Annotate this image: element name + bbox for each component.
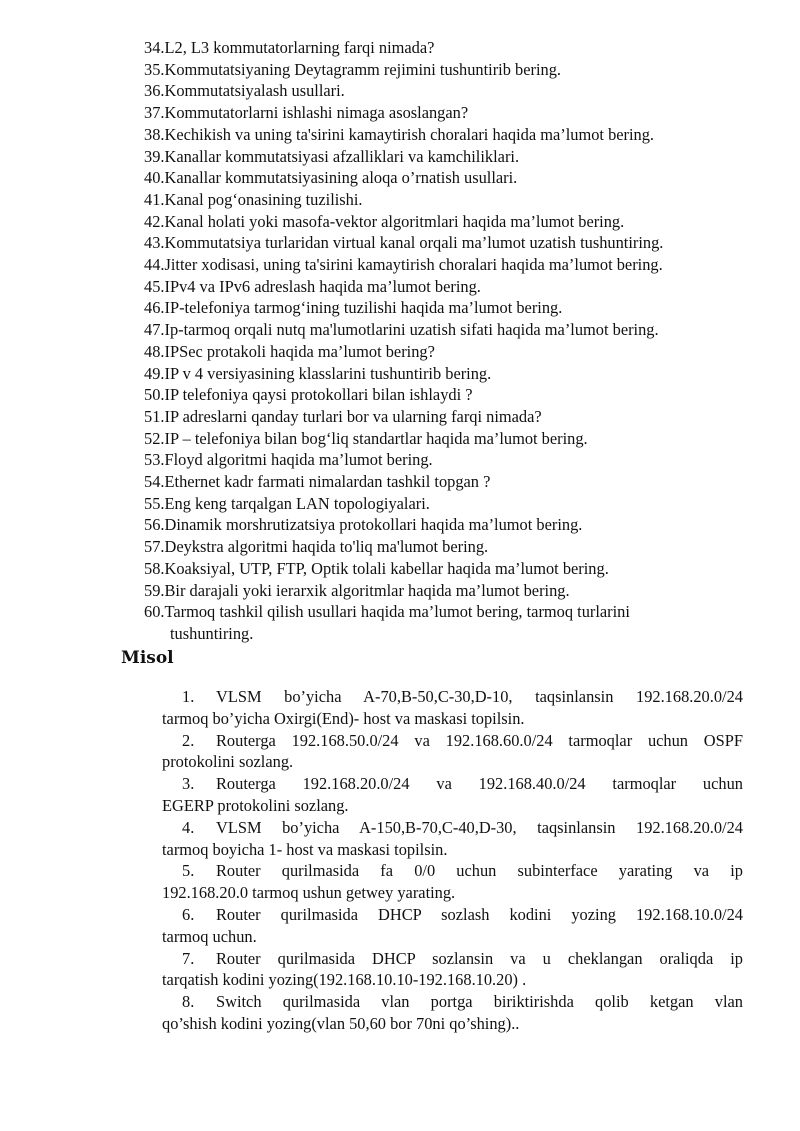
list-item [162,860,743,904]
list-item [144,37,764,59]
item-number: 37. [144,103,165,123]
list-item [144,580,764,602]
list-item [162,991,743,1035]
item-number: 49. [144,363,165,383]
list-item [144,449,764,471]
item-text: VLSM bo’yicha A-70,B-50,C-30,D-10, taqsinlansin 192.168.20.0/24 [216,687,743,706]
item-number: 34. [144,38,165,57]
item-number: 1. [182,687,195,706]
item-number: 58. [144,558,165,578]
item-text: Tarmoq tashkil qilish usullari haqida ma’lumot bering, tarmoq turlarini [164,602,630,622]
item-text-continuation: tushuntiring. [170,623,254,643]
list-item [144,493,764,515]
example-continuation: tarqatish kodini yozing(192.168.10.10-192.168.10.20) . [162,970,527,990]
item-number: 57. [144,537,165,557]
item-text: VLSM bo’yicha A-150,B-70,C-40,D-30, taqsinlansin 192.168.20.0/24 [216,817,743,837]
example-first-line [162,948,743,970]
item-number: 5. [182,861,195,881]
item-number: 43. [144,233,165,253]
item-text: Kechikish va uning ta'sirini kamaytirish choralari haqida ma’lumot bering. [164,124,655,144]
item-text: Kanallar kommutatsiyasi afzalliklari va kamchiliklari. [164,146,520,166]
list-item [144,102,764,124]
item-number: 55. [144,493,165,513]
section-title: Misol [121,648,174,668]
item-number: 54. [144,472,165,492]
item-number: 52. [144,428,165,448]
example-continuation: protokolini sozlang. [162,752,294,772]
item-text: Kanal pog‘onasining tuzilishi. [164,189,363,209]
item-text: Dinamik morshrutizatsiya protokollari haqida ma’lumot bering. [164,515,583,535]
list-item [144,406,764,428]
list-item [162,904,743,948]
item-number: 41. [144,189,165,209]
item-text: Koaksiyal, UTP, FTP, Optik tolali kabellar haqida ma’lumot bering. [164,558,609,578]
list-item [144,384,764,406]
item-number: 44. [144,255,165,275]
list-item [144,319,764,341]
item-number: 7. [182,948,195,968]
examples-list [162,686,743,1035]
item-number: 53. [144,450,165,470]
list-item [144,167,764,189]
example-first-line [162,817,743,839]
item-number: 56. [144,515,165,535]
questions-list [144,37,764,645]
item-text: Kommutatorlarni ishlashi nimaga asoslangan? [164,103,469,123]
list-item [144,124,764,146]
item-text: IPv4 va IPv6 adreslash haqida ma’lumot bering. [164,276,481,296]
item-number: 3. [182,774,195,794]
item-number: 8. [182,992,195,1012]
list-item [162,686,743,730]
item-number: 38. [144,124,165,144]
item-text: Kommutatsiya turlaridan virtual kanal orqali ma’lumot uzatish tushuntiring. [164,233,664,253]
example-first-line [162,860,743,882]
item-text: Deykstra algoritmi haqida to'liq ma'lumot bering. [164,537,489,557]
list-item [144,146,764,168]
list-item [162,730,743,774]
item-text: L2, L3 kommutatorlarning farqi nimada? [164,38,435,57]
list-item [144,514,764,536]
list-item [144,189,764,211]
list-item [162,773,743,817]
item-text: IP v 4 versiyasining klasslarini tushuntirib bering. [164,363,492,383]
example-continuation: tarmoq uchun. [162,926,257,946]
item-number: 39. [144,146,165,166]
item-text: Floyd algoritmi haqida ma’lumot bering. [164,450,433,470]
list-item [144,471,764,493]
item-number: 2. [182,730,195,750]
list-item [144,341,764,363]
item-text: Ip-tarmoq orqali nutq ma'lumotlarini uzatish sifati haqida ma’lumot bering. [164,320,659,340]
item-number: 42. [144,211,165,231]
example-continuation: EGERP protokolini sozlang. [162,795,349,815]
item-number: 4. [182,817,195,837]
list-item [144,80,764,102]
item-text: Bir darajali yoki ierarxik algoritmlar haqida ma’lumot bering. [164,580,570,600]
item-number: 47. [144,320,165,340]
example-continuation: qo’shish kodini yozing(vlan 50,60 bor 70ni qo’shing).. [162,1013,520,1033]
item-number: 60. [144,602,165,622]
item-text: Router qurilmasida fa 0/0 uchun subinterface yarating va ip [216,861,743,881]
item-text: IP telefoniya qaysi protokollari bilan ishlaydi ? [164,385,473,405]
example-first-line [162,991,743,1013]
list-item [144,254,764,276]
item-number: 6. [182,904,195,924]
item-text: Kommutatsiyaning Deytagramm rejimini tushuntirib bering. [164,59,561,79]
item-number: 40. [144,168,165,188]
example-continuation: tarmoq boyicha 1- host va maskasi topilsin. [162,839,448,859]
item-text: Jitter xodisasi, uning ta'sirini kamaytirish choralari haqida ma’lumot bering. [164,255,663,275]
item-text: IP-telefoniya tarmog‘ining tuzilishi haqida ma’lumot bering. [164,298,563,318]
item-number: 45. [144,276,165,296]
item-text: Routerga 192.168.20.0/24 va 192.168.40.0/24 tarmoqlar uchun [216,774,743,794]
list-item [144,276,764,298]
item-text: Router qurilmasida DHCP sozlash kodini yozing 192.168.10.0/24 [216,904,743,924]
list-item [162,817,743,861]
list-item [144,297,764,319]
example-first-line [162,773,743,795]
item-text: Kanal holati yoki masofa-vektor algoritmlari haqida ma’lumot bering. [164,211,625,231]
example-first-line [162,730,743,752]
item-text: IP adreslarni qanday turlari bor va ularning farqi nimada? [164,406,542,426]
item-text: IP – telefoniya bilan bog‘liq standartlar haqida ma’lumot bering. [164,428,588,448]
list-item [144,428,764,450]
list-item [144,363,764,385]
item-text: Kommutatsiyalash usullari. [164,81,345,101]
item-number: 46. [144,298,165,318]
item-text: Eng keng tarqalgan LAN topologiyalari. [164,493,430,513]
item-text: Switch qurilmasida vlan portga biriktirishda qolib ketgan vlan [216,992,743,1012]
item-text: Routerga 192.168.50.0/24 va 192.168.60.0/24 tarmoqlar uchun OSPF [216,730,743,750]
example-continuation: tarmoq bo’yicha Oxirgi(End)- host va maskasi topilsin. [162,708,525,728]
example-first-line [162,686,743,708]
item-text: Kanallar kommutatsiyasining aloqa o’rnatish usullari. [164,168,518,188]
item-number: 51. [144,406,165,426]
list-item [144,59,764,81]
list-item [144,536,764,558]
list-item [144,211,764,233]
list-item [162,948,743,992]
item-number: 59. [144,580,165,600]
item-number: 35. [144,59,165,79]
item-number: 48. [144,341,165,361]
item-text: Router qurilmasida DHCP sozlansin va u cheklangan oraliqda ip [216,948,743,968]
list-item [144,558,764,580]
example-first-line [162,904,743,926]
item-number: 36. [144,81,165,101]
item-text: Ethernet kadr farmati nimalardan tashkil topgan ? [164,472,491,492]
list-item [144,232,764,254]
list-item [144,601,764,644]
item-number: 50. [144,385,165,405]
example-continuation: 192.168.20.0 tarmoq ushun getwey yarating. [162,883,456,903]
item-text: IPSec protakoli haqida ma’lumot bering? [164,341,435,361]
